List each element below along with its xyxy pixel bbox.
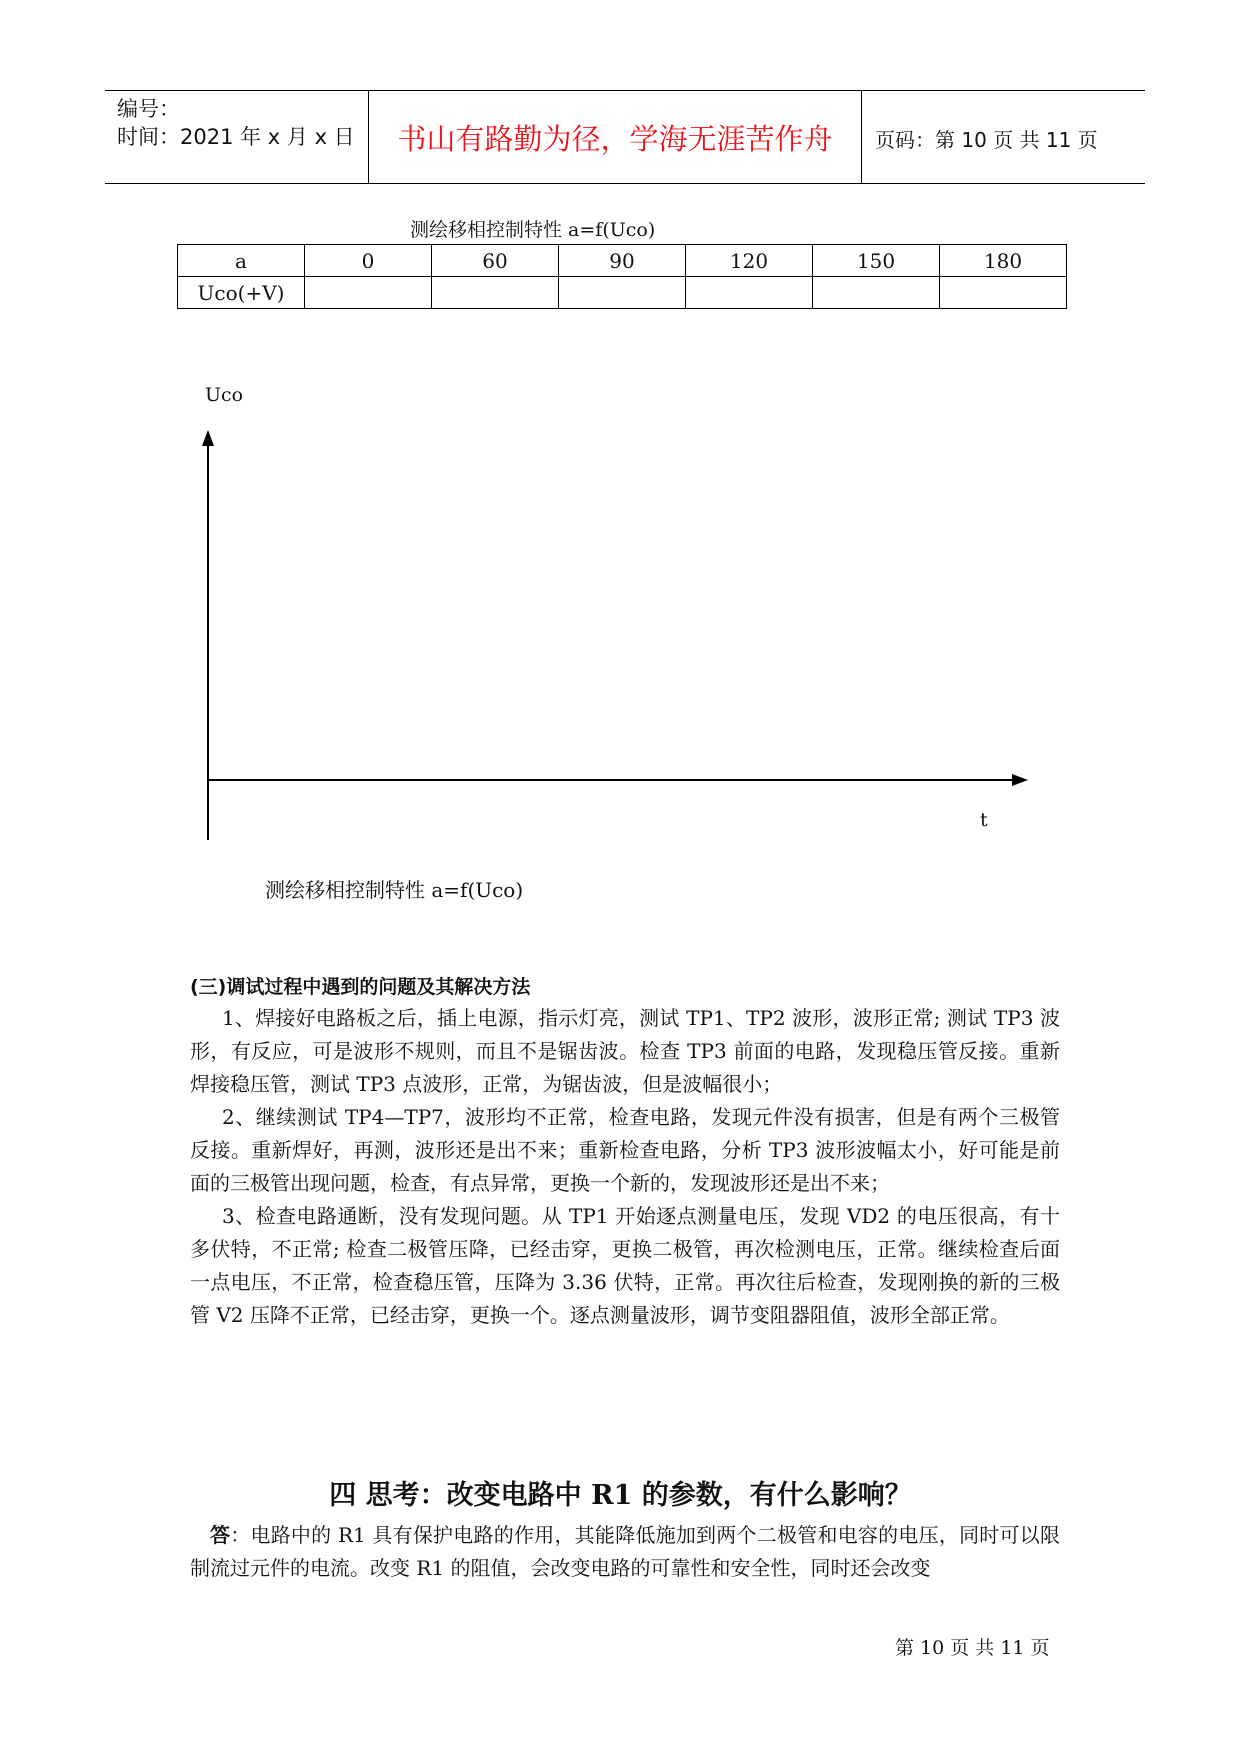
table-cell <box>813 277 940 309</box>
answer-label: 答 <box>210 1523 231 1547</box>
table-cell: 0 <box>305 245 432 277</box>
table-row <box>178 245 1067 277</box>
paragraph-2: 2、继续测试 TP4—TP7，波形均不正常，检查电路，发现元件没有损害，但是有两个三极管反接。重新焊好，再测，波形还是出不来；重新检查电路，分析 TP3 波形波幅太小，好可能是前面的三极管出现问题，检查，有点异常，更换一个新的，发现波形还是出不来； <box>190 1105 1060 1195</box>
table-cell: Uco(+V) <box>178 277 305 309</box>
doc-number-label: 编号： <box>117 97 180 121</box>
header-page-label: 页码：第 10 页 共 11 页 <box>875 128 1098 152</box>
table-cell <box>559 277 686 309</box>
page-footer: 第 10 页 共 11 页 <box>895 1637 1050 1659</box>
table-cell <box>432 277 559 309</box>
header-top-rule <box>105 90 1145 91</box>
table-cell: 150 <box>813 245 940 277</box>
table-cell <box>940 277 1067 309</box>
y-axis-arrow <box>202 430 214 446</box>
table-caption: 测绘移相控制特性 a=f(Uco) <box>410 219 656 241</box>
table-cell <box>305 277 432 309</box>
table-cell: a <box>178 245 305 277</box>
answer-text: ：电路中的 R1 具有保护电路的作用，其能降低施加到两个二极管和电容的电压，同时可以限制流过元件的电流。改变 R1 的阻值，会改变电路的可靠性和安全性，同时还会改变 <box>190 1523 1061 1580</box>
header-motto: 书山有路勤为径，学海无涯苦作舟 <box>397 122 833 156</box>
doc-time-label: 时间：2021 年 x 月 x 日 <box>117 125 355 149</box>
header-divider-left <box>368 90 369 183</box>
table-row <box>178 277 1067 309</box>
graph-y-label: Uco <box>205 384 244 406</box>
paragraph-3: 3、检查电路通断，没有发现问题。从 TP1 开始逐点测量电压，发现 VD2 的电压很高，有十多伏特，不正常; 检查二极管压降，已经击穿，更换二极管，再次检测电压，正常。继续检查后面一点电压，不正常，检查稳压管，压降为 3.36 伏特，正常。再次往后检查，发现刚换的新的三极管 V2 压降不正常，已经击穿，更换一个。逐点测量波形，调节变阻器阻值，波形全部正常。 <box>190 1204 1060 1327</box>
table-cell: 120 <box>686 245 813 277</box>
header-bottom-rule <box>105 183 1145 184</box>
table-cell: 180 <box>940 245 1067 277</box>
graph-caption: 测绘移相控制特性 a=f(Uco) <box>265 878 524 902</box>
table-cell <box>686 277 813 309</box>
table-cell: 60 <box>432 245 559 277</box>
graph-axes <box>190 430 1040 850</box>
question-heading: 四 思考：改变电路中 R1 的参数，有什么影响？ <box>329 1480 912 1511</box>
answer-paragraph <box>190 1519 1060 1585</box>
x-axis-arrow <box>1012 774 1028 786</box>
control-characteristic-table <box>177 244 1067 309</box>
table-cell: 90 <box>559 245 686 277</box>
header-divider-right <box>861 90 862 183</box>
graph-x-label: t <box>980 809 988 831</box>
section-heading: (三)调试过程中遇到的问题及其解决方法 <box>190 976 531 998</box>
paragraph-1: 1、焊接好电路板之后，插上电源，指示灯亮，测试 TP1、TP2 波形，波形正常; 测试 TP3 波形，有反应，可是波形不规则，而且不是锯齿波。检查 TP3 前面的电路，发现稳压管反接。重新焊接稳压管，测试 TP3 点波形，正常，为锯齿波，但是波幅很小； <box>190 1006 1060 1096</box>
